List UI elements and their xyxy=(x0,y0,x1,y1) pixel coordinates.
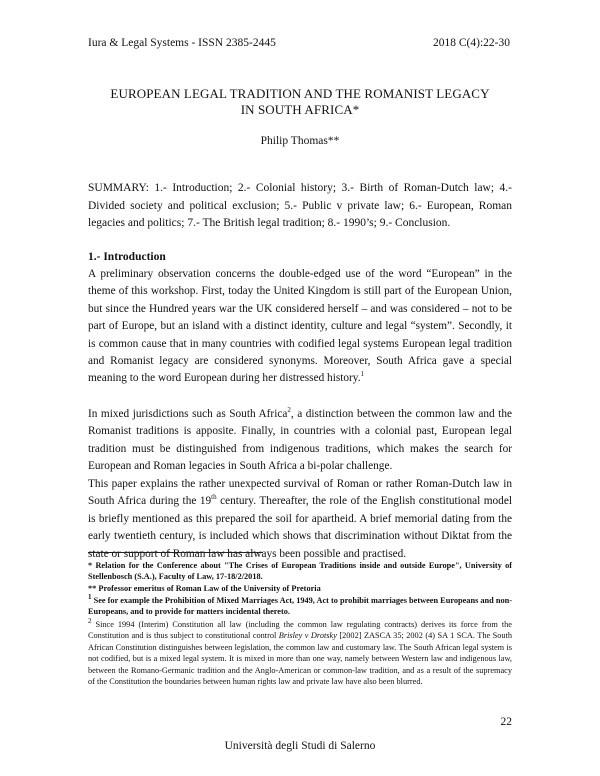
summary-text: : 1.- Introduction; 2.- Colonial history; 3.- Birth of Roman-Dutch law; 4.- Divided society and political exclusion; 5.- Public v private law; 6.- European, Roman legacies and politics; 7.- The British legal tradition; 8.- 1990’s; 9.- Conclusion. xyxy=(88,182,512,229)
section-heading: 1.- Introduction xyxy=(88,251,166,263)
footnote-ref-2: 2 xyxy=(287,406,291,415)
footnote-author: ** Professor emeritus of Roman Law of the University of Pretoria xyxy=(88,584,321,593)
ordinal-suffix: th xyxy=(211,493,217,502)
footnote-divider xyxy=(88,552,263,553)
running-header-journal: Iura & Legal Systems - ISSN 2385-2445 xyxy=(88,37,276,49)
running-header-issue: 2018 C(4):22-30 xyxy=(433,37,510,49)
page-footer: Università degli Studi di Salerno xyxy=(224,740,376,752)
footnote-1 xyxy=(88,595,512,618)
footnote-2-number: 2 xyxy=(88,617,92,626)
paragraph-2-text-b: , a distinction between the common law and the Romanist traditions is apposite. Finally, in countries with a colonial past, European legal tradition must be distinguished from indigenous traditions, which makes the search for European and Roman legacies in South Africa a bi-polar challenge. xyxy=(88,408,512,473)
footnote-1-text: See for example the Prohibition of Mixed Marriages Act, 1949, Act to prohibit marriages between Europeans and non-Europeans, and to provide for matters incidental thereto. xyxy=(88,596,512,617)
footnote-ref-1: 1 xyxy=(360,370,365,379)
footnote-2-case-name: Brisley v Drotsky xyxy=(278,631,337,641)
paragraph-2 xyxy=(88,406,512,476)
article-title xyxy=(88,86,512,118)
paragraph-3-text-b: century. Thereafter, the role of the English constitutional model is briefly mentioned as this prepared the soil for apartheid. A brief memorial dating from the early twentieth century, is included which shows that discrimination without Diktat from the state or support of Roman law has always been possible and practised. xyxy=(88,495,512,560)
paragraph-3-text-a: This paper explains the rather unexpected survival of Roman or rather Roman-Dutch law in South Africa during the 19 xyxy=(88,478,512,508)
paragraph-2-text-a: In mixed jurisdictions such as South Africa xyxy=(88,408,288,420)
title-line-1: EUROPEAN LEGAL TRADITION AND THE ROMANIST LEGACY xyxy=(110,86,490,101)
footnote-2 xyxy=(88,619,512,687)
footnote-conference: * Relation for the Conference about "The Crises of European Traditions inside and outside Europe", University of Stellenbosch (S.A.), Faculty of Law, 17-18/2/2018. xyxy=(88,561,512,582)
summary-label: SUMMARY xyxy=(88,182,146,194)
paragraph-1 xyxy=(88,266,512,388)
title-line-2: IN SOUTH AFRICA* xyxy=(240,102,360,117)
author-name: Philip Thomas** xyxy=(260,135,340,147)
footnote-1-number: 1 xyxy=(88,593,92,602)
paragraph-1-text: A preliminary observation concerns the double-edged use of the word “European” in the theme of this workshop. First, today the United Kingdom is still part of the European Union, but since the Hundred years war the UK considered herself – and was considered – not to be part of Europe, but an island with a distinct identity, culture and legal “system”. Secondly, it is common cause that in many countries with codified legal systems European legal tradition and Romanist legacy are considered synonyms. Moreover, South Africa gave a special meaning to the word European during her distressed history. xyxy=(88,268,512,385)
footnote-2-text-a: Since 1994 (Interim) Constitution all law (including the common law regulating contracts) derives its force from the Constitution and is thus subject to constitutional control xyxy=(88,620,512,641)
footnote-2-text-b: [2002] ZASCA 35; 2002 (4) SA 1 SCA. The South African Constitution distinguishes between legislation, the common law and customary law. The South African legal system is not codified, but is a mixed legal system. It is mixed in more than one way, namely between Western law and indigenous law, between the Romano-Germanic tradition and the Anglo-American or common-law tradition, and as a result of the supremacy of the Constitution the boundaries between human rights law and private law have also been blurred. xyxy=(88,631,512,687)
summary-block xyxy=(88,180,512,233)
page-number: 22 xyxy=(500,716,512,728)
paragraph-3 xyxy=(88,476,512,563)
